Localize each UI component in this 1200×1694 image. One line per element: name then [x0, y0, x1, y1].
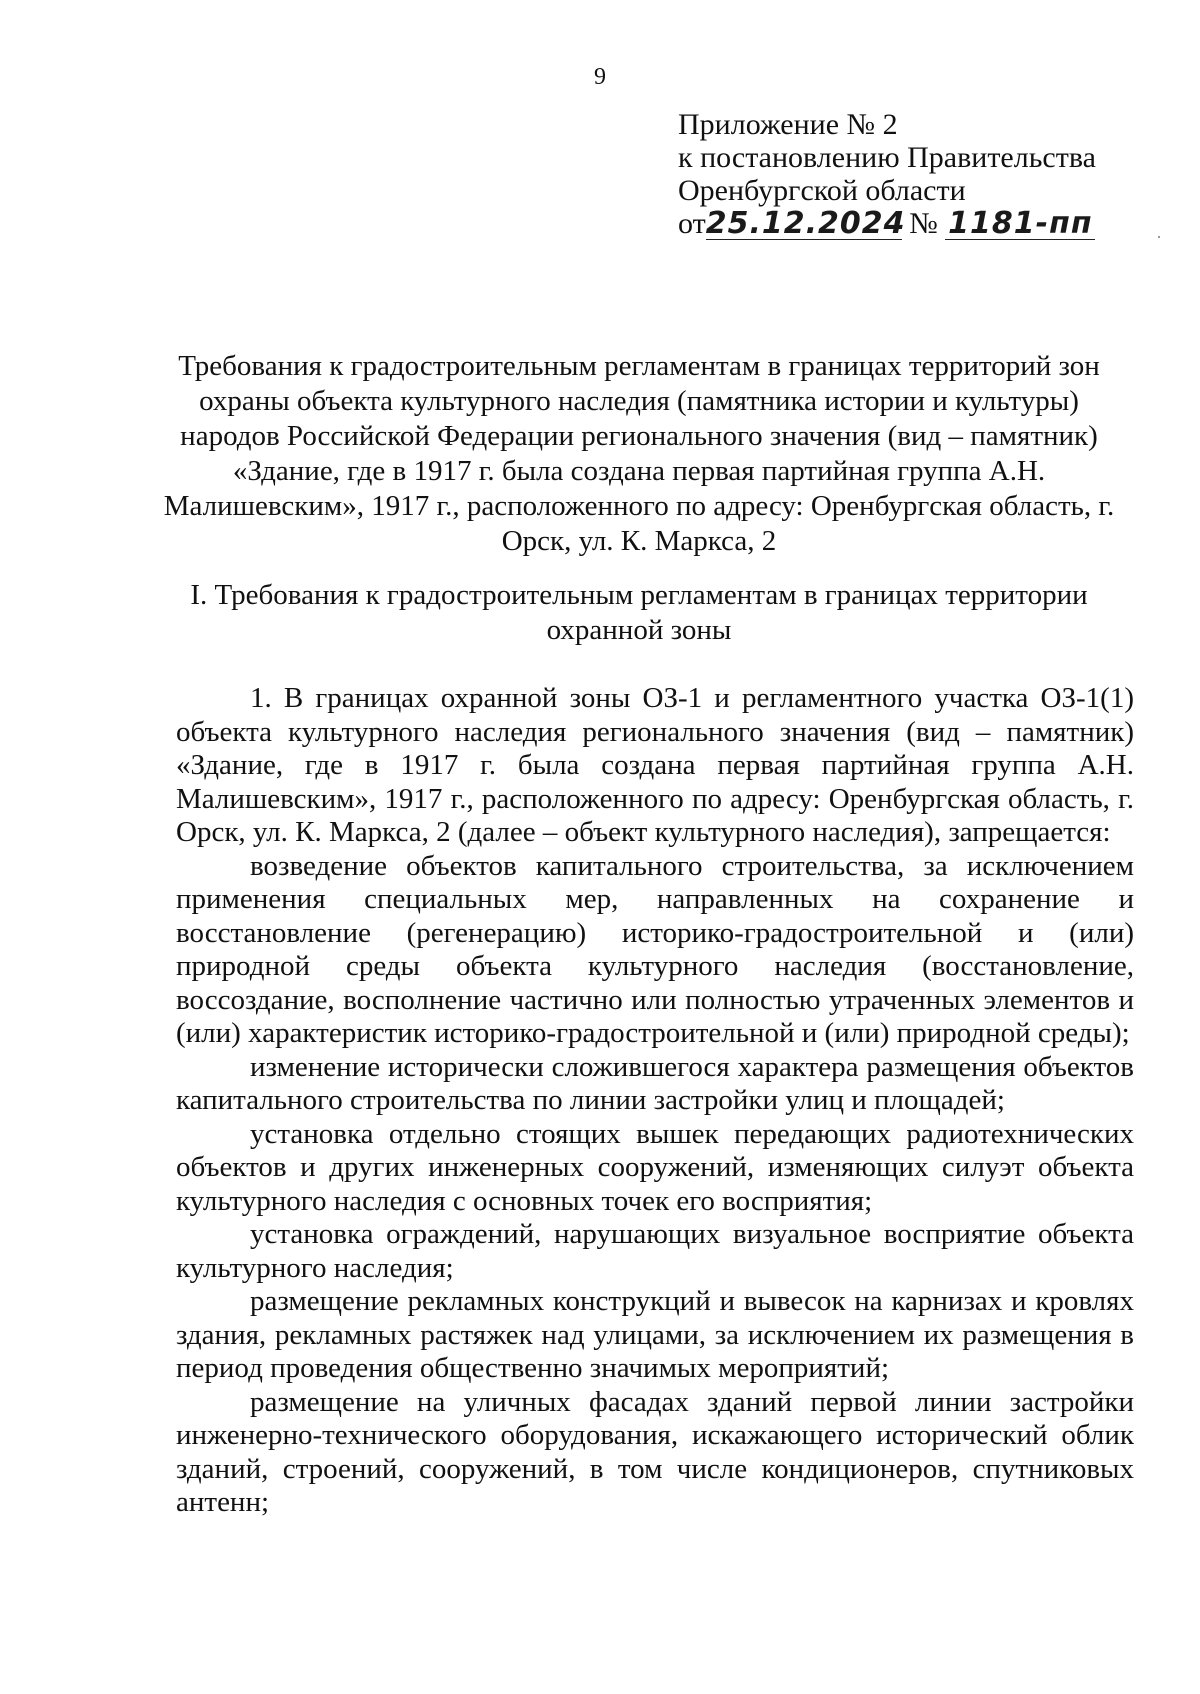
date-prefix: от [678, 207, 706, 240]
paragraph: 1. В границах охранной зоны ОЗ-1 и регламентного участка ОЗ-1(1) объекта культурного наследия регионального значения (вид – памятник) «Здание, где в 1917 г. была создана первая партийная группа А.Н. Малишевским», 1917 г., расположенного по адресу: Оренбургская область, г. Орск, ул. К. Маркса, 2 (далее – объект культурного наследия), запрещается: [176, 682, 1134, 848]
handwritten-date: 25.12.2024 [705, 206, 906, 241]
body-text [176, 682, 1134, 1520]
document-title: Требования к градостроительным регламентам в границах территорий зон охраны объекта культурного наследия (памятника истории и культуры) народов Российской Федерации регионального значения (вид – памятник) «Здание, где в 1917 г. была создана первая партийная группа А.Н. Малишевским», 1917 г., расположенного по адресу: Оренбургская область, г. Орск, ул. К. Маркса, 2 [163, 350, 1115, 557]
paragraph: установка ограждений, нарушающих визуальное восприятие объекта культурного наследия; [176, 1218, 1134, 1284]
page-number: 9 [594, 64, 606, 90]
handwritten-number: 1181-пп [945, 209, 1095, 240]
section-title: I. Требования к градостроительным регламентам в границах территории охранной зоны [190, 579, 1088, 646]
appendix-date-line [678, 207, 1148, 240]
scan-speck [1158, 236, 1160, 238]
paragraph: изменение исторически сложившегося характера размещения объектов капитального строительства по линии застройки улиц и площадей; [176, 1050, 1134, 1116]
paragraph: размещение на уличных фасадах зданий первой линии застройки инженерно-технического оборудования, искажающего исторический облик зданий, строений, сооружений, в том числе кондиционеров, спутниковых антенн; [176, 1385, 1134, 1518]
appendix-line-3: Оренбургской области [678, 174, 966, 207]
paragraph: установка отдельно стоящих вышек передающих радиотехнических объектов и других инженерных сооружений, изменяющих силуэт объекта культурного наследия с основных точек его восприятия; [176, 1117, 1134, 1217]
number-prefix: № [909, 207, 938, 240]
paragraph: размещение рекламных конструкций и вывесок на карнизах и кровлях здания, рекламных растяжек над улицами, за исключением их размещения в период проведения общественно значимых мероприятий; [176, 1285, 1134, 1384]
appendix-block [678, 108, 1148, 240]
appendix-line-2: к постановлению Правительства [678, 141, 1096, 174]
appendix-line-1: Приложение № 2 [678, 108, 898, 141]
paragraph: возведение объектов капитального строительства, за исключением применения специальных мер, направленных на сохранение и восстановление (регенерацию) историко-градостроительной и (или) природной среды объекта культурного наследия (восстановление, воссоздание, восполнение частично или полностью утраченных элементов и (или) характеристик историко-градостроительной и (или) природной среды); [176, 849, 1134, 1049]
